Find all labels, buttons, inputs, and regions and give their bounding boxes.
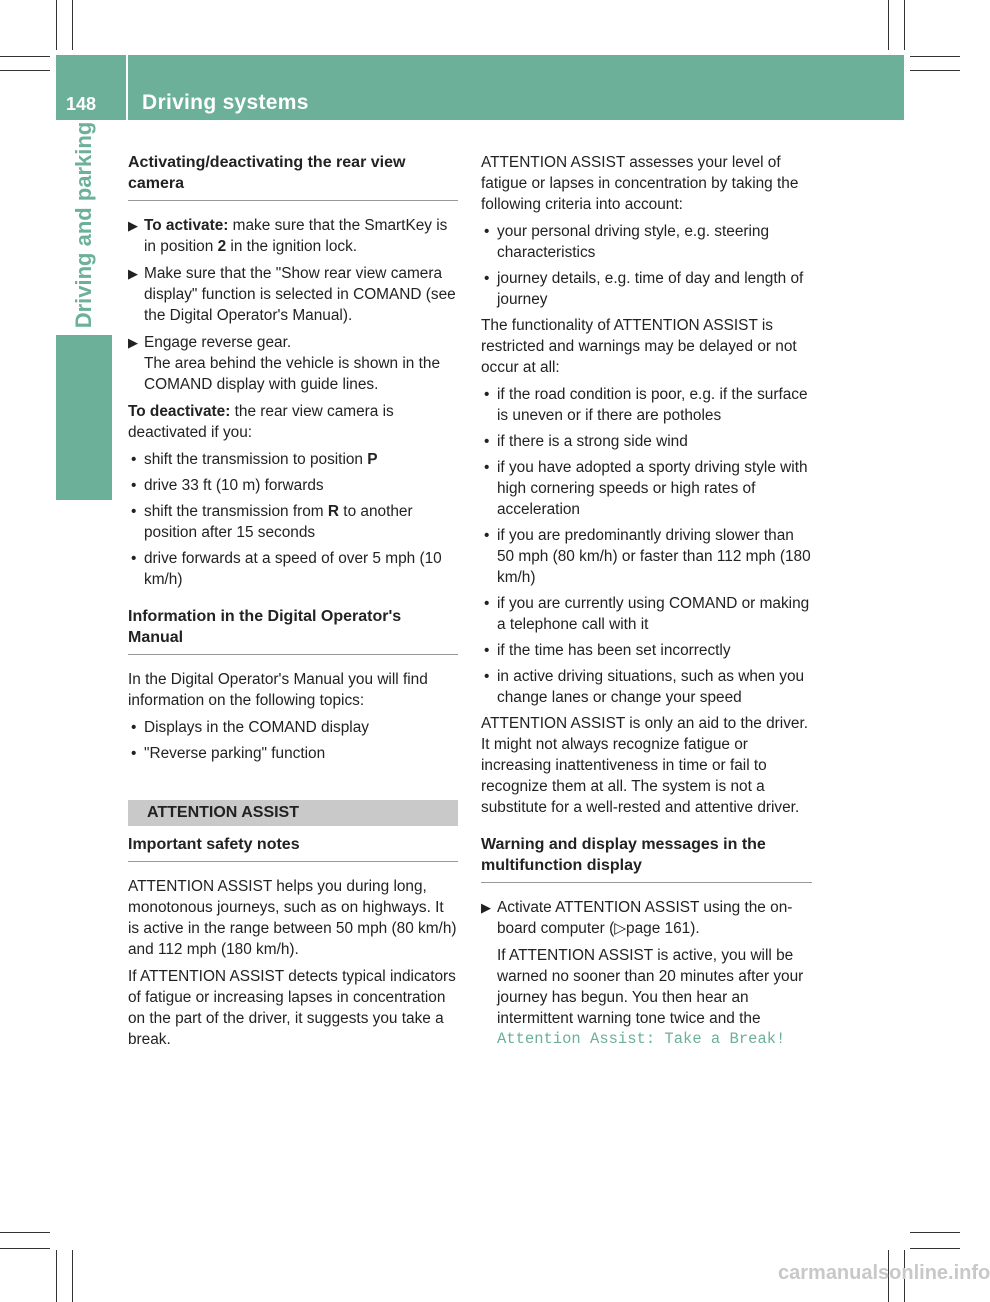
list-item-value: P xyxy=(367,451,378,468)
crop-mark xyxy=(0,56,50,57)
crop-mark xyxy=(910,1232,960,1233)
list-item-text: drive 33 ft (10 m) forwards xyxy=(144,477,324,494)
list-item-text: in active driving situations, such as when you change lanes or change your speed xyxy=(497,668,805,706)
bullet-icon: • xyxy=(484,386,490,403)
bullet-icon: • xyxy=(131,477,137,494)
list-item xyxy=(128,548,458,590)
paragraph-label: To deactivate: xyxy=(128,403,231,420)
watermark: carmanualsonline.info xyxy=(778,1262,990,1284)
crop-mark xyxy=(72,0,73,50)
instruction-step xyxy=(128,215,458,257)
list-item xyxy=(481,640,812,661)
paragraph: If ATTENTION ASSIST detects typical indicators of fatigue or increasing lapses in concentration on the part of the driver, it suggests you take a break. xyxy=(128,968,456,1048)
list-item xyxy=(481,431,812,452)
step-text: Engage reverse gear. xyxy=(144,334,292,351)
step-value: 2 xyxy=(217,238,227,255)
step-arrow-icon: ▶ xyxy=(128,218,138,233)
chapter-tab-label: Driving and parking xyxy=(71,121,96,329)
step-label: To activate: xyxy=(144,217,229,234)
paragraph: ATTENTION ASSIST is only an aid to the driver. It might not always recognize fatigue or increasing inattentiveness in time or fail to recognize them at all. The system is not a substitute for a well-rested and attentive driver. xyxy=(481,715,809,816)
paragraph: ATTENTION ASSIST assesses your level of fatigue or lapses in concentration by taking the following criteria into account: xyxy=(481,154,799,213)
list-item xyxy=(481,666,812,708)
step-text: ). xyxy=(690,920,700,937)
list-item-text: shift the transmission to position xyxy=(144,451,368,468)
list-item xyxy=(128,449,458,470)
bullet-icon: • xyxy=(131,451,137,468)
bullet-icon: • xyxy=(484,527,490,544)
crop-mark xyxy=(56,1250,57,1302)
page-reference-link[interactable]: page 161 xyxy=(626,920,691,937)
list-item xyxy=(481,593,812,635)
bullet-icon: • xyxy=(131,719,137,736)
paragraph: The functionality of ATTENTION ASSIST is restricted and warnings may be delayed or not occur at all: xyxy=(481,317,797,376)
header-separator xyxy=(126,55,128,120)
heading-rear-view-camera: Activating/deactivating the rear view camera xyxy=(128,152,458,201)
display-message: Attention Assist: Take a Break! xyxy=(497,1030,786,1048)
crop-mark xyxy=(0,1248,50,1249)
list-item-text: Displays in the COMAND display xyxy=(144,719,369,736)
list-item-text: to another position after 15 seconds xyxy=(144,503,413,541)
crop-mark xyxy=(72,1250,73,1302)
step-arrow-icon: ▶ xyxy=(128,335,138,350)
bullet-icon: • xyxy=(484,433,490,450)
heading-safety-notes: Important safety notes xyxy=(128,834,458,862)
crop-mark xyxy=(56,0,57,50)
crop-mark xyxy=(910,56,960,57)
paragraph: ATTENTION ASSIST helps you during long, monotonous journeys, such as on highways. It is active in the range between 50 mph (80 km/h) and 112 mph (180 km/h). xyxy=(128,878,457,958)
step-result xyxy=(497,945,812,1050)
bullet-icon: • xyxy=(484,223,490,240)
list-item xyxy=(481,268,812,310)
page-title: Driving systems xyxy=(142,91,309,114)
heading-warning-messages: Warning and display messages in the multifunction display xyxy=(481,834,812,883)
bullet-icon: • xyxy=(484,595,490,612)
right-column xyxy=(481,152,812,1056)
list-item-value: R xyxy=(327,503,340,520)
bullet-icon: • xyxy=(484,642,490,659)
list-item-text: if you have adopted a sporty driving style with high cornering speeds or high rates of acceleration xyxy=(497,459,808,518)
list-item xyxy=(481,457,812,520)
list-item xyxy=(481,221,812,263)
step-text: make sure that the SmartKey is in position xyxy=(144,217,448,255)
crop-mark xyxy=(888,0,889,50)
section-title: ATTENTION ASSIST xyxy=(128,800,458,826)
step-arrow-icon: ▶ xyxy=(481,900,491,915)
instruction-step xyxy=(128,332,458,395)
crop-mark xyxy=(910,70,960,71)
step-result: The area behind the vehicle is shown in the COMAND display with guide lines. xyxy=(144,355,441,393)
list-item xyxy=(128,475,458,496)
paragraph: In the Digital Operator's Manual you will find information on the following topics: xyxy=(128,671,428,709)
list-item xyxy=(128,717,458,738)
step-result-text: If ATTENTION ASSIST is active, you will be warned no sooner than 20 minutes after your journey has begun. You then hear an intermittent warning tone twice and the xyxy=(497,947,804,1027)
list-item-text: "Reverse parking" function xyxy=(144,745,326,762)
step-text: in the ignition lock. xyxy=(226,238,358,255)
step-text: Make sure that the "Show rear view camera display" function is selected in COMAND (see the Digital Operator's Manual). xyxy=(144,265,456,324)
heading-digital-manual: Information in the Digital Operator's Manual xyxy=(128,606,458,655)
bullet-icon: • xyxy=(131,550,137,567)
list-item xyxy=(481,384,812,426)
step-text: Activate ATTENTION ASSIST using the on-board computer ( xyxy=(497,899,793,937)
bullet-icon: • xyxy=(484,668,490,685)
instruction-step xyxy=(481,897,812,1050)
list-item-text: journey details, e.g. time of day and length of journey xyxy=(497,270,804,308)
bullet-icon: • xyxy=(484,459,490,476)
crop-mark xyxy=(0,1232,50,1233)
step-arrow-icon: ▶ xyxy=(128,266,138,281)
list-item-text: if you are predominantly driving slower than 50 mph (80 km/h) or faster than 112 mph (180 km/h) xyxy=(497,527,811,586)
list-item xyxy=(481,525,812,588)
chapter-tab-marker xyxy=(56,335,112,500)
list-item-text: shift the transmission from xyxy=(144,503,328,520)
left-column xyxy=(128,152,458,1056)
crop-mark xyxy=(904,0,905,50)
bullet-icon: • xyxy=(484,270,490,287)
list-item xyxy=(128,743,458,764)
list-item-text: if there is a strong side wind xyxy=(497,433,688,450)
list-item-text: if the road condition is poor, e.g. if the surface is uneven or if there are potholes xyxy=(497,386,808,424)
crop-mark xyxy=(910,1248,960,1249)
paragraph-text: the rear view camera is deactivated if you: xyxy=(128,403,394,441)
instruction-step xyxy=(128,263,458,326)
list-item-text: drive forwards at a speed of over 5 mph (10 km/h) xyxy=(144,550,442,588)
crop-mark xyxy=(0,70,50,71)
page-number: 148 xyxy=(66,94,97,114)
list-item-text: if the time has been set incorrectly xyxy=(497,642,731,659)
paragraph xyxy=(128,401,458,443)
bullet-icon: • xyxy=(131,745,137,762)
page-ref-arrow-icon: ▷ xyxy=(614,920,627,937)
list-item xyxy=(128,501,458,543)
bullet-icon: • xyxy=(131,503,137,520)
list-item-text: if you are currently using COMAND or making a telephone call with it xyxy=(497,595,810,633)
list-item-text: your personal driving style, e.g. steering characteristics xyxy=(497,223,770,261)
